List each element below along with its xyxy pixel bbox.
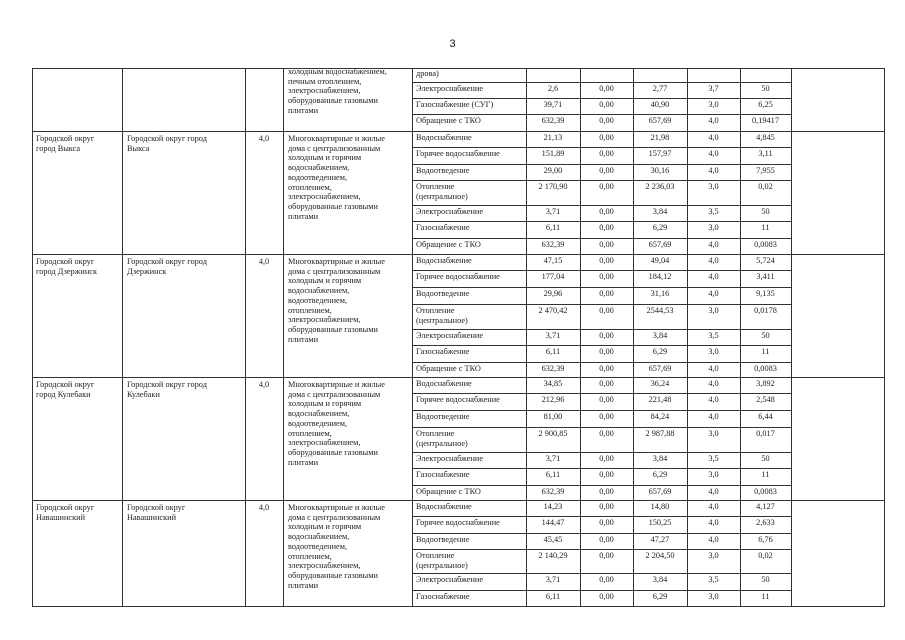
municipality-name: Городской округ (36, 503, 95, 512)
group-2-row-value-2: 0,00 (599, 364, 614, 373)
group-1-row-value-5: 0,02 (758, 182, 773, 191)
group-4-row-value-1: 14,23 (543, 502, 563, 511)
top-row-service-name: Обращение с ТКО (416, 116, 481, 125)
group-2-row-service-name: Обращение с ТКО (416, 364, 481, 373)
group-2-row-value-2: 0,00 (599, 256, 614, 265)
housing-description: водоотведением, (288, 295, 348, 305)
group-2-row-value-4: 3,0 (708, 347, 719, 356)
grid-row-line-11 (412, 270, 792, 271)
group-1-row-service-name: Газоснабжение (416, 223, 470, 232)
top-row-value-5: 0,19417 (752, 116, 779, 125)
group-4-row-service-name: Газоснабжение (416, 592, 470, 601)
group-1-row-value-2: 0,00 (599, 149, 614, 158)
group-1-row-value-2: 0,00 (599, 182, 614, 191)
group-1-row-value-3: 3,84 (652, 207, 668, 216)
group-3-row-value-2: 0,00 (599, 379, 614, 388)
grid-group-line-4 (32, 606, 885, 607)
group-1-row-value-4: 4,0 (708, 133, 719, 142)
group-3-row-value-5: 3,892 (756, 379, 775, 388)
top-row-value-5: 50 (761, 84, 770, 93)
top-row-service-name: Газоснабжение (СУГ) (416, 100, 494, 109)
group-4-row-value-2: 0,00 (599, 535, 614, 544)
group-2-row-value-3: 49,04 (650, 256, 670, 265)
group-2-row-value-3: 3,84 (652, 331, 668, 340)
grid-row-line-19 (412, 410, 792, 411)
group-3-row-value-3: 657,69 (648, 487, 672, 496)
group-2-row-service-name: Горячее водоснабжение (416, 272, 500, 281)
group-1-row-value-3: 657,69 (648, 240, 672, 249)
grid-row-line-6 (412, 180, 792, 181)
group-4-row-value-5: 2,633 (756, 518, 775, 527)
page-number: 3 (449, 38, 456, 50)
group-4-row-value-3: 2 204,50 (645, 551, 675, 560)
group-2-row-value-3: 2544,53 (646, 306, 674, 315)
grid-vline-11 (884, 68, 885, 606)
grid-row-line-22 (412, 468, 792, 469)
housing-description: оборудованные газовыми (288, 447, 378, 457)
housing-description: холодным и горячим (288, 153, 362, 163)
grid-group-line-0 (32, 131, 885, 132)
group-3-row-value-1: 212,96 (541, 395, 565, 404)
group-4-row-value-5: 0,02 (758, 551, 773, 560)
group-3-row-value-4: 3,0 (708, 470, 719, 479)
group-3-row-value-4: 4,0 (708, 395, 719, 404)
group-2-row-value-1: 632,39 (541, 364, 565, 373)
grid-row-line-5 (412, 164, 792, 165)
group-2-row-value-2: 0,00 (599, 331, 614, 340)
group-4-row-value-2: 0,00 (599, 502, 614, 511)
group-2-row-value-5: 5,724 (756, 256, 775, 265)
grid-vline-4 (412, 68, 413, 606)
housing-description: отоплением, (288, 305, 332, 315)
group-3-row-service-name: Обращение с ТКО (416, 487, 481, 496)
housing-description: электроснабжением, (288, 438, 361, 448)
group-1-row-value-3: 21,98 (650, 133, 670, 142)
municipality-formation: Кулебаки (127, 389, 160, 399)
group-3-row-value-4: 4,0 (708, 487, 719, 496)
municipality-name: город Дзержинск (36, 266, 97, 276)
housing-description: дома с централизованным (288, 512, 381, 522)
group-3-row-value-1: 81,00 (543, 412, 563, 421)
group-2-row-value-1: 177,04 (541, 272, 565, 281)
grid-vline-0 (32, 68, 33, 606)
grid-vline-3 (283, 68, 284, 606)
group-3-row-value-1: 2 900,85 (538, 429, 568, 438)
municipality-name: Городской округ (36, 257, 95, 266)
group-2-row-service-name: Отопление (416, 306, 455, 315)
group-4-row-value-3: 150,25 (648, 518, 672, 527)
group-1-row-value-1: 29,00 (543, 166, 563, 175)
housing-description: Многоквартирные и жилые (288, 134, 385, 143)
housing-description: холодным и горячим (288, 276, 362, 286)
group-4-row-service-name: Горячее водоснабжение (416, 518, 500, 527)
group-1-row-value-3: 157,97 (648, 149, 672, 158)
housing-description: водоснабжением, (288, 286, 350, 296)
grid-vline-1 (122, 68, 123, 606)
group-4-row-value-4: 3,5 (708, 575, 719, 584)
group-1-row-service-name: Водоснабжение (416, 133, 472, 142)
grid-row-line-0 (412, 82, 792, 83)
group-4-row-value-3: 14,80 (650, 502, 670, 511)
group-1-row-value-1: 151,89 (541, 149, 565, 158)
group-4-row-value-1: 45,45 (543, 535, 563, 544)
housing-description: плитами (288, 334, 319, 344)
group-4-row-value-4: 4,0 (708, 518, 719, 527)
group-3-row-value-3: 36,24 (650, 379, 670, 388)
housing-description: дома с централизованным (288, 389, 381, 399)
group-1-row-value-4: 3,5 (708, 207, 719, 216)
group-3-row-service-name: Отопление (416, 429, 455, 438)
municipality-name: Городской округ (36, 380, 95, 389)
municipality-formation: Навашинский (127, 512, 177, 522)
housing-description: водоотведением, (288, 172, 348, 182)
top-row-value-3: 40,90 (650, 100, 670, 109)
group-1-row-value-1: 3,71 (545, 207, 561, 216)
group-1-row-value-5: 4,845 (756, 133, 775, 142)
group-1-row-value-5: 50 (761, 207, 770, 216)
group-1-row-value-3: 6,29 (652, 223, 668, 232)
group-3-row-value-2: 0,00 (599, 487, 614, 496)
group-4-row-value-4: 4,0 (708, 535, 719, 544)
housing-description: водоснабжением, (288, 532, 350, 542)
group-4-row-value-3: 47,27 (650, 535, 670, 544)
grid-row-line-4 (412, 147, 792, 148)
group-3-row-value-5: 0,017 (756, 429, 775, 438)
group-4-row-value-4: 3,0 (708, 551, 719, 560)
top-row-service-name: Электроснабжение (416, 84, 484, 93)
group-3-row-service-name: Горячее водоснабжение (416, 395, 500, 404)
municipality-name: город Кулебаки (36, 389, 91, 399)
group-2-row-value-2: 0,00 (599, 272, 614, 281)
group-4-row-service-name: Электроснабжение (416, 575, 484, 584)
group-2-row-service-name: Водоснабжение (416, 256, 472, 265)
group-3-row-value-5: 11 (761, 470, 770, 479)
group-4-row-service-name: Водоотведение (416, 535, 470, 544)
group-1-row-value-2: 0,00 (599, 133, 614, 142)
grid-row-line-12 (412, 287, 792, 288)
group-4-row-value-3: 3,84 (652, 575, 668, 584)
group-1-row-value-2: 0,00 (599, 240, 614, 249)
group-2-row-value-3: 657,69 (648, 364, 672, 373)
housing-description: Многоквартирные и жилые (288, 503, 385, 512)
housing-description: водоотведением, (288, 541, 348, 551)
municipality-formation: Городской округ город (127, 134, 207, 143)
top-housing-description: электроснабжением, (288, 86, 361, 96)
group-4-row-value-2: 0,00 (599, 575, 614, 584)
top-row-value-1: 632,39 (541, 116, 565, 125)
group-2-row-value-4: 4,0 (708, 289, 719, 298)
housing-description: оборудованные газовыми (288, 324, 378, 334)
grid-row-line-25 (412, 516, 792, 517)
group-4-row-value-1: 2 140,29 (538, 551, 568, 560)
group-3-row-value-2: 0,00 (599, 395, 614, 404)
grid-row-line-28 (412, 573, 792, 574)
housing-description: плитами (288, 211, 319, 221)
group-1-row-service-name: (централыное) (416, 191, 468, 201)
group-2-row-value-4: 3,0 (708, 306, 719, 315)
group-3-row-service-name: Водоотведение (416, 412, 470, 421)
grid-group-line-3 (32, 500, 885, 501)
grid-row-line-14 (412, 329, 792, 330)
top-row-value-2: 0,00 (599, 116, 614, 125)
top-housing-description: печным отоплением, (288, 76, 362, 86)
group-2-row-value-2: 0,00 (599, 347, 614, 356)
top-housing-description: оборудованные газовыми (288, 96, 378, 106)
group-2-row-value-4: 4,0 (708, 272, 719, 281)
grid-row-line-15 (412, 345, 792, 346)
grid-group-line-2 (32, 377, 885, 378)
top-row-value-4: 3,0 (708, 100, 719, 109)
group-1-row-value-1: 6,11 (545, 223, 561, 232)
index-value: 4,0 (258, 380, 270, 389)
municipality-formation: Выкса (127, 143, 150, 153)
group-2-row-value-5: 0,0178 (754, 306, 777, 315)
group-3-row-value-1: 632,39 (541, 487, 565, 496)
top-row-value-1: 2,6 (547, 84, 559, 93)
group-3-row-service-name: Газоснабжение (416, 470, 470, 479)
top-housing-description: плитами (288, 105, 319, 115)
group-3-row-service-name: Водоснабжение (416, 379, 472, 388)
grid-row-line-23 (412, 485, 792, 486)
group-3-row-value-2: 0,00 (599, 454, 614, 463)
top-row-value-5: 6,25 (758, 100, 773, 109)
group-2-row-value-5: 9,135 (756, 289, 775, 298)
group-1-row-value-2: 0,00 (599, 166, 614, 175)
group-3-row-value-3: 84,24 (650, 412, 670, 421)
group-2-row-service-name: Водоотведение (416, 289, 470, 298)
housing-description: отоплением, (288, 428, 332, 438)
group-4-row-service-name: (централыное) (416, 560, 468, 570)
housing-description: водоотведением, (288, 418, 348, 428)
group-1-row-value-3: 2 236,03 (645, 182, 675, 191)
top-previous-service: дрова) (416, 69, 439, 78)
housing-description: оборудованные газовыми (288, 201, 378, 211)
top-row-value-3: 2,77 (652, 84, 668, 93)
group-1-row-value-4: 4,0 (708, 166, 719, 175)
group-3-row-value-3: 2 987,88 (645, 429, 675, 438)
group-3-row-value-3: 3,84 (652, 454, 668, 463)
housing-description: плитами (288, 580, 319, 590)
municipality-formation: Городской округ город (127, 380, 207, 389)
group-4-row-value-4: 3,0 (708, 592, 719, 601)
grid-row-line-9 (412, 238, 792, 239)
municipality-name: Городской округ (36, 134, 95, 143)
group-2-row-value-4: 4,0 (708, 364, 719, 373)
group-4-row-value-5: 50 (761, 575, 770, 584)
group-4-row-value-2: 0,00 (599, 518, 614, 527)
group-1-row-service-name: Водоотведение (416, 166, 470, 175)
group-2-row-value-5: 3,411 (756, 272, 775, 281)
top-housing-description: холодным водоснабжением, (288, 67, 387, 76)
municipality-name: Навашинский (36, 512, 86, 522)
group-1-row-service-name: Горячее водоснабжение (416, 149, 500, 158)
housing-description: дома с централизованным (288, 143, 381, 153)
group-1-row-value-5: 0,0083 (754, 240, 777, 249)
grid-group-line-1 (32, 254, 885, 255)
group-2-row-value-5: 11 (761, 347, 770, 356)
group-1-row-value-4: 4,0 (708, 240, 719, 249)
group-2-row-value-3: 6,29 (652, 347, 668, 356)
group-3-row-value-2: 0,00 (599, 412, 614, 421)
group-3-row-value-5: 0,0083 (754, 487, 777, 496)
grid-row-line-26 (412, 533, 792, 534)
grid-row-line-13 (412, 304, 792, 305)
housing-description: плитами (288, 457, 319, 467)
group-1-row-value-5: 7,955 (756, 166, 775, 175)
housing-description: отоплением, (288, 551, 332, 561)
group-3-row-value-4: 4,0 (708, 379, 719, 388)
group-2-row-value-1: 3,71 (545, 331, 561, 340)
group-3-row-service-name: (централыное) (416, 438, 468, 448)
group-2-row-value-5: 50 (761, 331, 770, 340)
grid-row-line-27 (412, 549, 792, 550)
grid-top-line (32, 68, 885, 69)
group-3-row-value-2: 0,00 (599, 470, 614, 479)
top-row-value-1: 39,71 (543, 100, 563, 109)
group-4-row-service-name: Водоснабжение (416, 502, 472, 511)
grid-row-line-29 (412, 590, 792, 591)
housing-description: отоплением, (288, 182, 332, 192)
group-1-row-value-3: 30,16 (650, 166, 670, 175)
group-4-row-value-1: 6,11 (545, 592, 561, 601)
group-2-row-value-2: 0,00 (599, 289, 614, 298)
grid-vline-10 (791, 68, 792, 606)
group-1-row-value-2: 0,00 (599, 223, 614, 232)
housing-description: водоснабжением, (288, 409, 350, 419)
municipality-name: город Выкса (36, 143, 81, 153)
group-1-row-value-4: 3,0 (708, 223, 719, 232)
housing-description: водоснабжением, (288, 163, 350, 173)
housing-description: электроснабжением, (288, 315, 361, 325)
group-3-row-value-5: 2,548 (756, 395, 775, 404)
group-3-row-value-1: 34,85 (543, 379, 563, 388)
grid-row-line-1 (412, 98, 792, 99)
housing-description: электроснабжением, (288, 561, 361, 571)
group-1-row-value-1: 2 170,90 (538, 182, 568, 191)
group-2-row-service-name: (централыное) (416, 315, 468, 325)
group-3-row-value-3: 6,29 (652, 470, 668, 479)
group-3-row-value-4: 4,0 (708, 412, 719, 421)
group-2-row-value-3: 184,12 (648, 272, 672, 281)
group-2-row-value-4: 3,5 (708, 331, 719, 340)
grid-row-line-16 (412, 362, 792, 363)
group-3-row-value-2: 0,00 (599, 429, 614, 438)
index-value: 4,0 (258, 257, 270, 266)
group-2-row-service-name: Газоснабжение (416, 347, 470, 356)
municipality-formation: Дзержинск (127, 266, 167, 276)
group-2-row-service-name: Электроснабжение (416, 331, 484, 340)
housing-description: оборудованные газовыми (288, 570, 378, 580)
grid-row-line-21 (412, 452, 792, 453)
group-4-row-value-2: 0,00 (599, 551, 614, 560)
housing-description: Многоквартирные и жилые (288, 257, 385, 266)
grid-row-line-18 (412, 393, 792, 394)
grid-row-line-2 (412, 114, 792, 115)
group-4-row-value-5: 6,76 (758, 535, 773, 544)
group-1-row-value-1: 632,39 (541, 240, 565, 249)
group-4-row-value-4: 4,0 (708, 502, 719, 511)
group-3-row-value-5: 6,44 (758, 412, 773, 421)
municipality-formation: Городской округ город (127, 257, 207, 266)
group-2-row-value-1: 2 470,42 (538, 306, 568, 315)
group-3-row-value-1: 3,71 (545, 454, 561, 463)
group-2-row-value-2: 0,00 (599, 306, 614, 315)
group-3-row-service-name: Электроснабжение (416, 454, 484, 463)
housing-description: дома с централизованным (288, 266, 381, 276)
group-2-row-value-1: 6,11 (545, 347, 561, 356)
group-3-row-value-4: 3,0 (708, 429, 719, 438)
grid-row-line-20 (412, 427, 792, 428)
group-3-row-value-5: 50 (761, 454, 770, 463)
group-4-row-value-5: 4,127 (756, 502, 775, 511)
housing-description: Многоквартирные и жилые (288, 380, 385, 389)
top-row-value-2: 0,00 (599, 84, 614, 93)
group-1-row-value-1: 21,13 (543, 133, 563, 142)
group-2-row-value-5: 0,0083 (754, 364, 777, 373)
group-1-row-value-2: 0,00 (599, 207, 614, 216)
group-1-row-service-name: Электроснабжение (416, 207, 484, 216)
grid-vline-2 (245, 68, 246, 606)
group-1-row-value-4: 4,0 (708, 149, 719, 158)
group-4-row-value-1: 3,71 (545, 575, 561, 584)
top-row-value-4: 4,0 (708, 116, 719, 125)
group-1-row-value-5: 3,11 (758, 149, 773, 158)
housing-description: холодным и горячим (288, 522, 362, 532)
top-row-value-2: 0,00 (599, 100, 614, 109)
group-2-row-value-1: 47,15 (543, 256, 563, 265)
top-row-value-3: 657,69 (648, 116, 672, 125)
housing-description: электроснабжением, (288, 192, 361, 202)
group-4-row-service-name: Отопление (416, 551, 455, 560)
group-4-row-value-5: 11 (761, 592, 770, 601)
group-1-row-service-name: Отопление (416, 182, 455, 191)
group-3-row-value-4: 3,5 (708, 454, 719, 463)
group-4-row-value-1: 144,47 (541, 518, 565, 527)
grid-row-line-8 (412, 221, 792, 222)
group-2-row-value-1: 29,96 (543, 289, 563, 298)
group-2-row-value-3: 31,16 (650, 289, 670, 298)
index-value: 4,0 (258, 503, 270, 512)
group-4-row-value-3: 6,29 (652, 592, 668, 601)
housing-description: холодным и горячим (288, 399, 362, 409)
group-1-row-value-4: 3,0 (708, 182, 719, 191)
grid-row-line-7 (412, 205, 792, 206)
group-2-row-value-4: 4,0 (708, 256, 719, 265)
group-1-row-value-5: 11 (761, 223, 770, 232)
group-1-row-service-name: Обращение с ТКО (416, 240, 481, 249)
group-4-row-value-2: 0,00 (599, 592, 614, 601)
municipality-formation: Городской округ (127, 503, 186, 512)
group-3-row-value-1: 6,11 (545, 470, 561, 479)
top-row-value-4: 3,7 (708, 84, 719, 93)
index-value: 4,0 (258, 134, 270, 143)
group-3-row-value-3: 221,48 (648, 395, 672, 404)
